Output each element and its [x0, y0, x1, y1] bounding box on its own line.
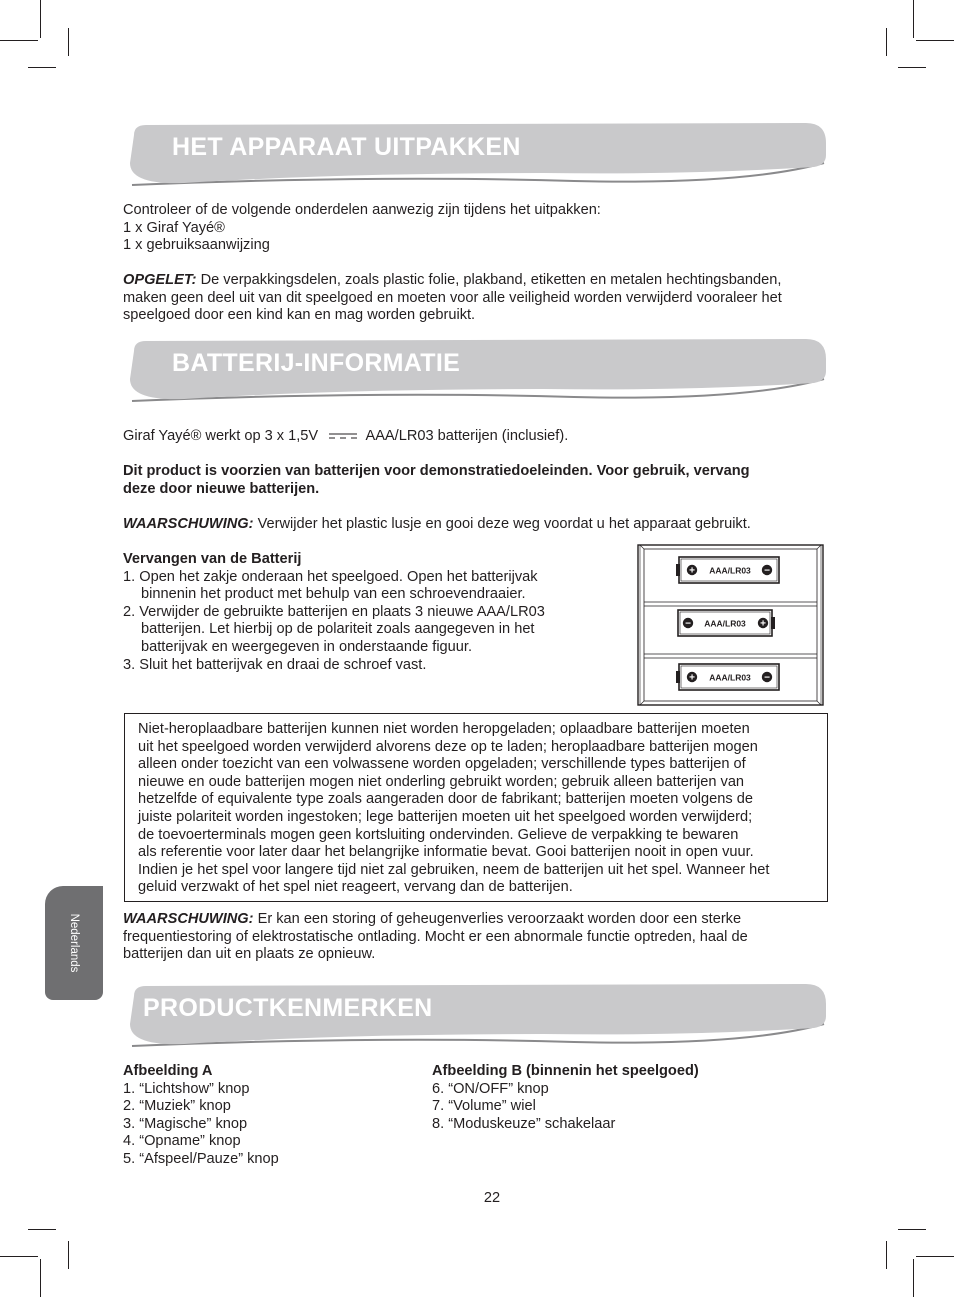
- text-line: Dit product is voorzien van batterijen voor demonstratiedoeleinden. Voor gebruik, vervang: [123, 463, 750, 479]
- crop-mark: [916, 1256, 954, 1257]
- text-line: Indien je het spel voor langere tijd niet zal gebruiken, neem de batterijen uit het spel. Wanneer het: [138, 861, 770, 878]
- text-line: Giraf Yayé® werkt op 3 x 1,5V: [123, 428, 319, 444]
- text-line: de toevoerterminals mogen geen kortsluiting ondervinden. Gelieve de verpakking te bewaren: [138, 826, 739, 843]
- svg-text:−: −: [764, 565, 770, 577]
- text-line: Er kan een storing of geheugenverlies veroorzaakt worden door een sterke: [253, 911, 742, 927]
- crop-mark: [0, 40, 38, 41]
- replace-heading: Vervangen van de Batterij: [123, 551, 302, 567]
- text-line: 2. Verwijder de gebruikte batterijen en plaats 3 nieuwe AAA/LR03: [123, 603, 545, 620]
- list-item: 3. “Magische” knop: [123, 1115, 248, 1132]
- text-line: als referentie voor later daar het belangrijke informatie bevat. Gooi batterijen nooit in open vuur.: [138, 844, 754, 861]
- language-tab: [45, 886, 103, 1000]
- features-column-a: [123, 1063, 279, 1169]
- text-line: frequentiestoring of elektrostatische ontlading. Mocht er een abnormale functie optreden, haal de: [123, 928, 748, 945]
- text-line: 1 x gebruiksaanwijzing: [123, 237, 270, 254]
- warning-plastic: [123, 516, 751, 534]
- svg-text:−: −: [764, 672, 770, 684]
- svg-text:+: +: [760, 618, 766, 630]
- text-line: uit het speelgoed worden verwijderd alvorens deze op te laden; heroplaadbare batterijen mogen: [138, 738, 758, 755]
- section-title: HET APPARAAT UITPAKKEN: [172, 133, 521, 161]
- svg-text:+: +: [689, 565, 695, 577]
- text-line: juiste polariteit worden ingestoken; lege batterijen moeten uit het speelgoed worden verwijderd;: [138, 808, 753, 825]
- battery-compartment-diagram: [637, 544, 824, 706]
- demo-notice: [123, 463, 750, 498]
- section-banner-features: [124, 984, 828, 1050]
- crop-mark: [0, 1256, 38, 1257]
- text-line: batterijvak en weergegeven in onderstaande figuur.: [141, 638, 473, 655]
- crop-mark: [898, 1229, 926, 1230]
- text-line: AAA/LR03 batterijen (inclusief).: [365, 428, 569, 444]
- features-column-b: [432, 1063, 699, 1133]
- list-item: 8. “Moduskeuze” schakelaar: [432, 1115, 616, 1132]
- svg-text:+: +: [689, 672, 695, 684]
- section-banner-battery: [124, 339, 828, 405]
- list-item: 2. “Muziek” knop: [123, 1098, 231, 1115]
- unpacking-list: [123, 202, 601, 255]
- section-title: BATTERIJ-INFORMATIE: [172, 349, 461, 377]
- crop-mark: [68, 1241, 69, 1269]
- dc-current-icon: [328, 431, 358, 441]
- list-item: 5. “Afspeel/Pauze” knop: [123, 1150, 279, 1167]
- text-line: nieuwe en oude batterijen mogen niet onderling gebruikt worden; gebruik alleen batterijen van: [138, 773, 745, 790]
- crop-mark: [886, 28, 887, 56]
- crop-mark: [913, 0, 914, 38]
- text-line: speelgoed door een kind kan en mag worden gebruikt.: [123, 307, 476, 324]
- text-line: alleen onder toezicht van een volwassene worden opgeladen; verschillende types batterijen of: [138, 756, 746, 773]
- caution-label: OPGELET:: [123, 272, 197, 288]
- caution-paragraph: [123, 272, 782, 325]
- section-title: PRODUCTKENMERKEN: [143, 994, 433, 1022]
- column-heading: Afbeelding A: [123, 1063, 213, 1079]
- crop-mark: [28, 67, 56, 68]
- page-number: 22: [483, 1190, 501, 1206]
- list-item: 1. “Lichtshow” knop: [123, 1080, 250, 1097]
- text-line: De verpakkingsdelen, zoals plastic folie, plakband, etiketten en metalen hechtingsbanden,: [196, 272, 782, 288]
- text-line: deze door nieuwe batterijen.: [123, 480, 320, 497]
- battery-safety-box: [124, 713, 828, 902]
- crop-mark: [898, 67, 926, 68]
- crop-mark: [40, 0, 41, 38]
- crop-mark: [913, 1259, 914, 1297]
- column-heading: Afbeelding B (binnenin het speelgoed): [432, 1063, 699, 1079]
- replace-instructions: [123, 551, 545, 674]
- battery-label: AAA/LR03: [709, 672, 751, 683]
- text-line: 1. Open het zakje onderaan het speelgoed. Open het batterijvak: [123, 568, 538, 585]
- svg-text:−: −: [685, 618, 691, 630]
- crop-mark: [40, 1259, 41, 1297]
- battery-label: AAA/LR03: [709, 565, 751, 576]
- text-line: geluid verzwakt of het spel niet reageert, vervang dan de batterijen.: [138, 879, 573, 896]
- crop-mark: [886, 1241, 887, 1269]
- text-line: maken geen deel uit van dit speelgoed en moeten voor alle veiligheid worden verwijderd vooraleer het: [123, 289, 782, 306]
- text-line: Verwijder het plastic lusje en gooi deze weg voordat u het apparaat gebruikt.: [253, 516, 751, 532]
- language-label: Nederlands: [68, 913, 80, 973]
- text-line: 3. Sluit het batterijvak en draai de schroef vast.: [123, 656, 427, 673]
- crop-mark: [916, 40, 954, 41]
- text-line: binnenin het product met behulp van een schroevendraaier.: [141, 586, 526, 603]
- text-line: Controleer of de volgende onderdelen aanwezig zijn tijdens het uitpakken:: [123, 202, 601, 218]
- warning-interference: [123, 911, 748, 964]
- list-item: 4. “Opname” knop: [123, 1133, 241, 1150]
- battery-intro: [123, 428, 568, 446]
- text-line: Niet-heroplaadbare batterijen kunnen niet worden heropgeladen; oplaadbare batterijen moeten: [138, 721, 750, 737]
- text-line: batterijen. Let hierbij op de polariteit zoals aangegeven in het: [141, 621, 535, 638]
- text-line: batterijen dan uit en plaats ze opnieuw.: [123, 946, 376, 963]
- list-item: 7. “Volume” wiel: [432, 1098, 536, 1115]
- section-banner-unpacking: [124, 123, 828, 189]
- text-line: 1 x Giraf Yayé®: [123, 219, 225, 236]
- warning-label: WAARSCHUWING:: [123, 911, 254, 927]
- battery-label: AAA/LR03: [704, 618, 746, 629]
- crop-mark: [68, 28, 69, 56]
- list-item: 6. “ON/OFF” knop: [432, 1080, 549, 1097]
- crop-mark: [28, 1229, 56, 1230]
- warning-label: WAARSCHUWING:: [123, 516, 254, 532]
- text-line: hetzelfde of equivalente type zoals aangeraden door de fabrikant; batterijen moeten volgens de: [138, 791, 753, 808]
